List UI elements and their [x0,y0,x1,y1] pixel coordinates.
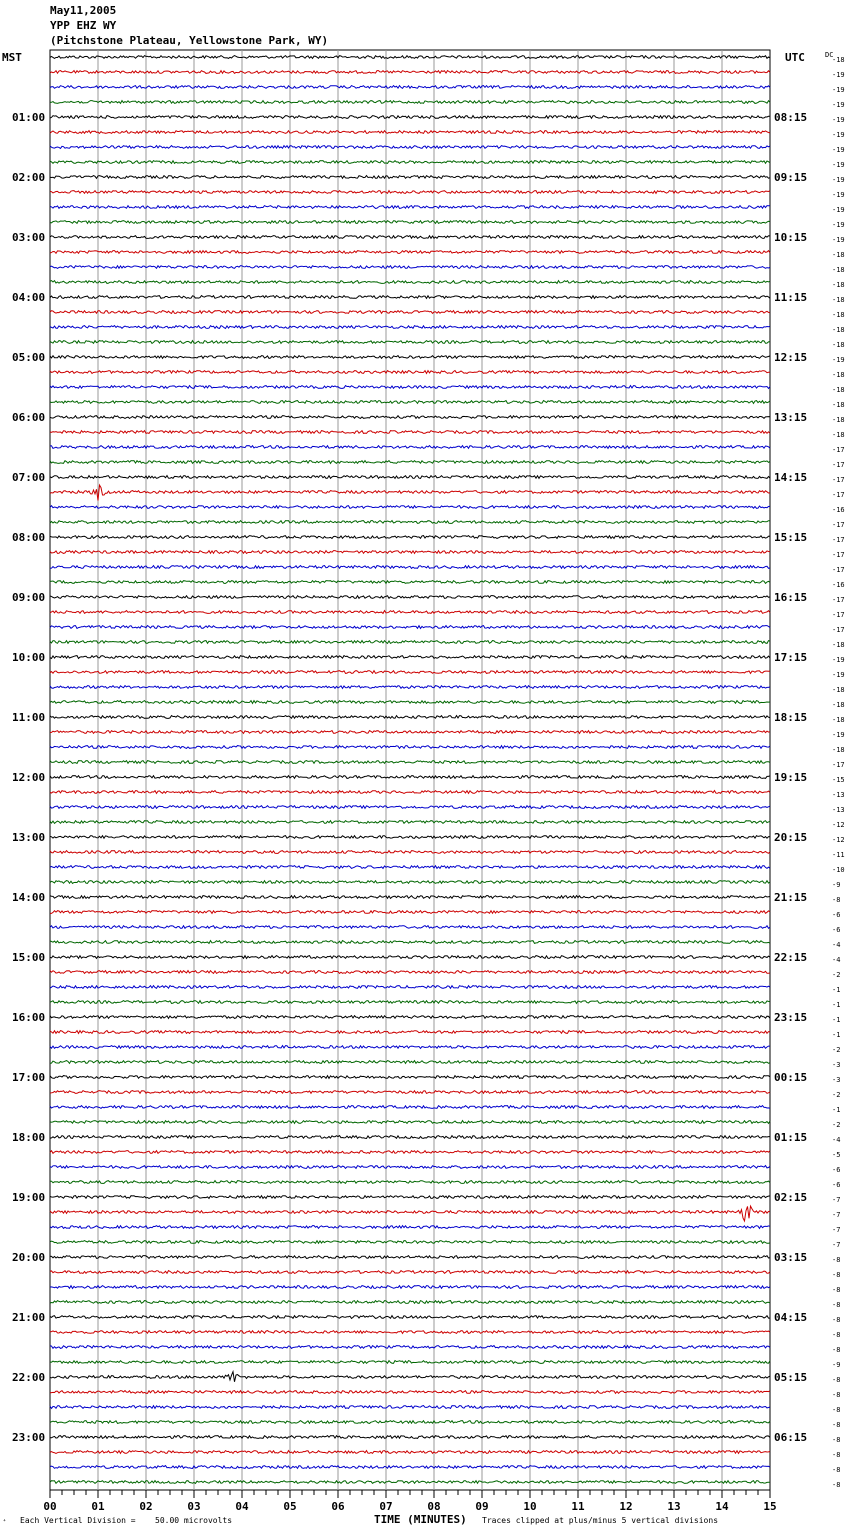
dc-offset-label: -4 [832,1136,841,1144]
utc-hour-label: 23:15 [774,1011,808,1024]
dc-offset-label: -19 [832,356,845,364]
utc-hour-label: 06:15 [774,1431,808,1444]
mst-hour-label: 16:00 [12,1011,46,1024]
dc-offset-label: -18 [832,686,845,694]
dc-offset-label: -12 [832,836,845,844]
mst-hour-label: 08:00 [12,531,46,544]
dc-axis-title: DC [825,51,834,59]
dc-offset-label: -17 [832,536,845,544]
mst-hour-label: 14:00 [12,891,46,904]
utc-hour-label: 22:15 [774,951,808,964]
x-tick-label: 07 [379,1500,393,1513]
trace-line [50,1286,770,1289]
dc-offset-label: -19 [832,86,845,94]
trace-line [50,1466,770,1469]
trace-line [50,131,770,134]
mst-hour-label: 17:00 [12,1071,46,1084]
trace-line [50,1181,770,1184]
dc-offset-label: -19 [832,221,845,229]
dc-offset-label: -7 [832,1241,841,1249]
dc-offset-label: -17 [832,611,845,619]
dc-offset-label: -12 [832,821,845,829]
dc-offset-label: -8 [832,1421,841,1429]
dc-offset-label: -8 [832,1331,841,1339]
dc-offset-label: -17 [832,446,845,454]
dc-offset-label: -6 [832,1166,841,1174]
trace-line [50,326,770,329]
utc-axis-title: UTC [785,51,805,64]
dc-offset-label: -19 [832,101,845,109]
trace-line [50,896,770,899]
station-location: (Pitchstone Plateau, Yellowstone Park, WY) [50,34,329,47]
utc-hour-label: 00:15 [774,1071,808,1084]
trace-line [50,116,770,119]
trace-line [50,161,770,164]
trace-line [50,1436,770,1439]
x-tick-label: 14 [715,1500,729,1513]
trace-line [50,266,770,269]
utc-hour-label: 14:15 [774,471,808,484]
dc-offset-label: -2 [832,1091,841,1099]
trace-line [50,641,770,644]
trace-line [50,1106,770,1109]
mst-hour-label: 09:00 [12,591,46,604]
dc-offset-label: -6 [832,911,841,919]
trace-line [50,521,770,524]
utc-hour-label: 09:15 [774,171,808,184]
mst-hour-label: 01:00 [12,111,46,124]
utc-hour-label: 20:15 [774,831,808,844]
dc-offset-label: -2 [832,1121,841,1129]
dc-offset-label: -8 [832,1451,841,1459]
dc-offset-label: -8 [832,1286,841,1294]
mst-axis-title: MST [2,51,22,64]
dc-offset-label: -17 [832,761,845,769]
trace-line [50,476,770,479]
utc-hour-label: 21:15 [774,891,808,904]
trace-line [50,1271,770,1274]
dc-offset-label: -19 [832,191,845,199]
trace-line [50,911,770,914]
trace-line [50,986,770,989]
dc-offset-label: -17 [832,596,845,604]
trace-line [50,1361,770,1364]
utc-hour-label: 18:15 [774,711,808,724]
trace-line [50,71,770,74]
trace-line [50,761,770,764]
trace-line [50,1346,770,1349]
dc-offset-label: -18 [832,56,845,64]
x-tick-label: 00 [43,1500,57,1513]
mst-hour-label: 18:00 [12,1131,46,1144]
dc-offset-label: -1 [832,986,841,994]
trace-line [50,221,770,224]
dc-offset-label: -9 [832,881,841,889]
mst-hour-label: 10:00 [12,651,46,664]
trace-line [50,281,770,284]
dc-offset-label: -9 [832,1361,841,1369]
trace-line [50,386,770,389]
trace-line [50,536,770,539]
trace-line [50,1372,770,1382]
x-tick-label: 03 [187,1500,201,1513]
clip-note: Traces clipped at plus/minus 5 vertical divisions [482,1516,719,1525]
trace-line [50,431,770,434]
mst-hour-label: 21:00 [12,1311,46,1324]
dc-offset-label: -18 [832,431,845,439]
trace-line [50,881,770,884]
mst-hour-label: 23:00 [12,1431,46,1444]
trace-line [50,1061,770,1064]
dc-offset-label: -17 [832,521,845,529]
dc-offset-label: -5 [832,1151,841,1159]
mst-hour-label: 06:00 [12,411,46,424]
trace-line [50,866,770,869]
dc-offset-label: -7 [832,1226,841,1234]
trace-line [50,806,770,809]
trace-line [50,341,770,344]
dc-offset-label: -18 [832,251,845,259]
dc-offset-label: -19 [832,236,845,244]
utc-hour-label: 02:15 [774,1191,808,1204]
dc-offset-label: -17 [832,491,845,499]
trace-line [50,1016,770,1019]
utc-hour-label: 12:15 [774,351,808,364]
trace-line [50,296,770,299]
dc-offset-label: -19 [832,131,845,139]
mst-hour-label: 11:00 [12,711,46,724]
dc-offset-label: -3 [832,1076,841,1084]
mst-hour-label: 04:00 [12,291,46,304]
trace-line [50,1331,770,1334]
trace-line [50,311,770,314]
dc-offset-label: -17 [832,476,845,484]
dc-offset-label: -19 [832,176,845,184]
trace-line [50,206,770,209]
trace-line [50,371,770,374]
dc-offset-label: -1 [832,1001,841,1009]
trace-line [50,506,770,509]
trace-line [50,461,770,464]
dc-offset-label: -8 [832,1391,841,1399]
dc-offset-label: -8 [832,1466,841,1474]
dc-offset-label: -8 [832,1346,841,1354]
trace-line [50,551,770,554]
dc-offset-label: -18 [832,716,845,724]
trace-line [50,1196,770,1199]
trace-line [50,1226,770,1229]
dc-offset-label: -8 [832,896,841,904]
dc-offset-label: -8 [832,1256,841,1264]
trace-line [50,1391,770,1394]
trace-line [50,446,770,449]
trace-line [50,191,770,194]
utc-hour-label: 17:15 [774,651,808,664]
utc-hour-label: 08:15 [774,111,808,124]
trace-line [50,1001,770,1004]
dc-offset-label: -19 [832,656,845,664]
trace-line [50,701,770,704]
scale-prefix: Each Vertical Division = [20,1516,136,1525]
trace-line [50,671,770,674]
trace-line [50,1091,770,1094]
dc-offset-label: -18 [832,386,845,394]
plot-date: May11,2005 [50,4,117,17]
trace-line [50,1316,770,1319]
x-tick-label: 12 [619,1500,633,1513]
mst-hour-label: 20:00 [12,1251,46,1264]
dc-offset-label: -8 [832,1301,841,1309]
mst-hour-label: 22:00 [12,1371,46,1384]
trace-line [50,86,770,89]
trace-line [50,56,770,59]
trace-line [50,926,770,929]
trace-line [50,1206,770,1221]
trace-line [50,1421,770,1424]
dc-offset-label: -7 [832,1211,841,1219]
dc-offset-label: -18 [832,371,845,379]
trace-line [50,176,770,179]
trace-line [50,746,770,749]
utc-hour-label: 16:15 [774,591,808,604]
trace-line [50,401,770,404]
dc-offset-label: -4 [832,956,841,964]
dc-offset-label: -8 [832,1406,841,1414]
trace-line [50,1166,770,1169]
utc-hour-label: 01:15 [774,1131,808,1144]
trace-line [50,1031,770,1034]
dc-offset-label: -18 [832,416,845,424]
trace-line [50,416,770,419]
dc-offset-label: -8 [832,1316,841,1324]
trace-line [50,941,770,944]
x-tick-label: 15 [763,1500,777,1513]
trace-line [50,791,770,794]
dc-offset-label: -8 [832,1376,841,1384]
trace-line [50,821,770,824]
trace-line [50,236,770,239]
dc-offset-label: -1 [832,1106,841,1114]
x-tick-label: 05 [283,1500,297,1513]
dc-offset-label: -1 [832,1016,841,1024]
dc-offset-label: -18 [832,746,845,754]
utc-hour-label: 10:15 [774,231,808,244]
trace-line [50,1046,770,1049]
x-tick-label: 08 [427,1500,441,1513]
trace-line [50,1481,770,1484]
x-tick-label: 09 [475,1500,489,1513]
trace-line [50,1256,770,1259]
dc-offset-label: -7 [832,1196,841,1204]
dc-offset-label: -15 [832,776,845,784]
dc-offset-label: -2 [832,971,841,979]
trace-line [50,566,770,569]
trace-line [50,971,770,974]
dc-offset-label: -18 [832,401,845,409]
dc-offset-label: -19 [832,146,845,154]
dc-offset-label: -2 [832,1046,841,1054]
dc-offset-label: -16 [832,506,845,514]
footer-mark: ⁺ [2,1517,7,1526]
trace-line [50,146,770,149]
dc-offset-label: -19 [832,671,845,679]
trace-line [50,251,770,254]
dc-offset-label: -18 [832,296,845,304]
dc-offset-label: -17 [832,551,845,559]
x-tick-label: 06 [331,1500,345,1513]
dc-offset-label: -19 [832,116,845,124]
trace-line [50,656,770,659]
utc-hour-label: 11:15 [774,291,808,304]
dc-offset-label: -8 [832,1436,841,1444]
trace-line [50,1136,770,1139]
mst-hour-label: 13:00 [12,831,46,844]
dc-offset-label: -3 [832,1061,841,1069]
dc-offset-label: -19 [832,71,845,79]
dc-offset-label: -17 [832,566,845,574]
trace-line [50,1451,770,1454]
dc-offset-label: -18 [832,281,845,289]
dc-offset-label: -16 [832,581,845,589]
dc-offset-label: -8 [832,1481,841,1489]
dc-offset-label: -13 [832,806,845,814]
dc-offset-label: -8 [832,1271,841,1279]
trace-line [50,1406,770,1409]
trace-line [50,1121,770,1124]
trace-line [50,356,770,359]
trace-line [50,611,770,614]
x-tick-label: 01 [91,1500,105,1513]
station-code: YPP EHZ WY [50,19,117,32]
dc-offset-label: -18 [832,266,845,274]
trace-line [50,626,770,629]
time-axis-title: TIME (MINUTES) [374,1513,467,1526]
dc-offset-label: -18 [832,341,845,349]
trace-line [50,1151,770,1154]
dc-offset-label: -17 [832,626,845,634]
mst-hour-label: 07:00 [12,471,46,484]
mst-hour-label: 02:00 [12,171,46,184]
dc-offset-label: -11 [832,851,845,859]
dc-offset-label: -18 [832,326,845,334]
trace-line [50,731,770,734]
dc-offset-label: -17 [832,461,845,469]
trace-line [50,1241,770,1244]
dc-offset-label: -1 [832,1031,841,1039]
dc-offset-label: -10 [832,866,845,874]
dc-offset-label: -6 [832,1181,841,1189]
trace-line [50,1076,770,1079]
mst-hour-label: 03:00 [12,231,46,244]
dc-offset-label: -4 [832,941,841,949]
dc-offset-label: -18 [832,701,845,709]
scale-value: 50.00 microvolts [155,1516,233,1525]
dc-offset-label: -19 [832,731,845,739]
utc-hour-label: 13:15 [774,411,808,424]
trace-line [50,956,770,959]
dc-offset-label: -6 [832,926,841,934]
trace-line [50,1301,770,1304]
x-tick-label: 02 [139,1500,153,1513]
mst-hour-label: 15:00 [12,951,46,964]
x-tick-label: 11 [571,1500,585,1513]
utc-hour-label: 04:15 [774,1311,808,1324]
trace-line [50,101,770,104]
trace-line [50,851,770,854]
utc-hour-label: 19:15 [774,771,808,784]
dc-offset-label: -19 [832,206,845,214]
mst-hour-label: 19:00 [12,1191,46,1204]
x-tick-label: 13 [667,1500,681,1513]
dc-offset-label: -18 [832,311,845,319]
trace-line [50,596,770,599]
x-tick-label: 04 [235,1500,249,1513]
dc-offset-label: -19 [832,161,845,169]
utc-hour-label: 15:15 [774,531,808,544]
dc-offset-label: -13 [832,791,845,799]
trace-line [50,836,770,839]
trace-line [50,581,770,584]
trace-line [50,776,770,779]
mst-hour-label: 12:00 [12,771,46,784]
mst-hour-label: 05:00 [12,351,46,364]
dc-offset-label: -18 [832,641,845,649]
utc-hour-label: 05:15 [774,1371,808,1384]
trace-line [50,716,770,719]
x-tick-label: 10 [523,1500,537,1513]
trace-line [50,485,770,501]
utc-hour-label: 03:15 [774,1251,808,1264]
trace-line [50,686,770,689]
